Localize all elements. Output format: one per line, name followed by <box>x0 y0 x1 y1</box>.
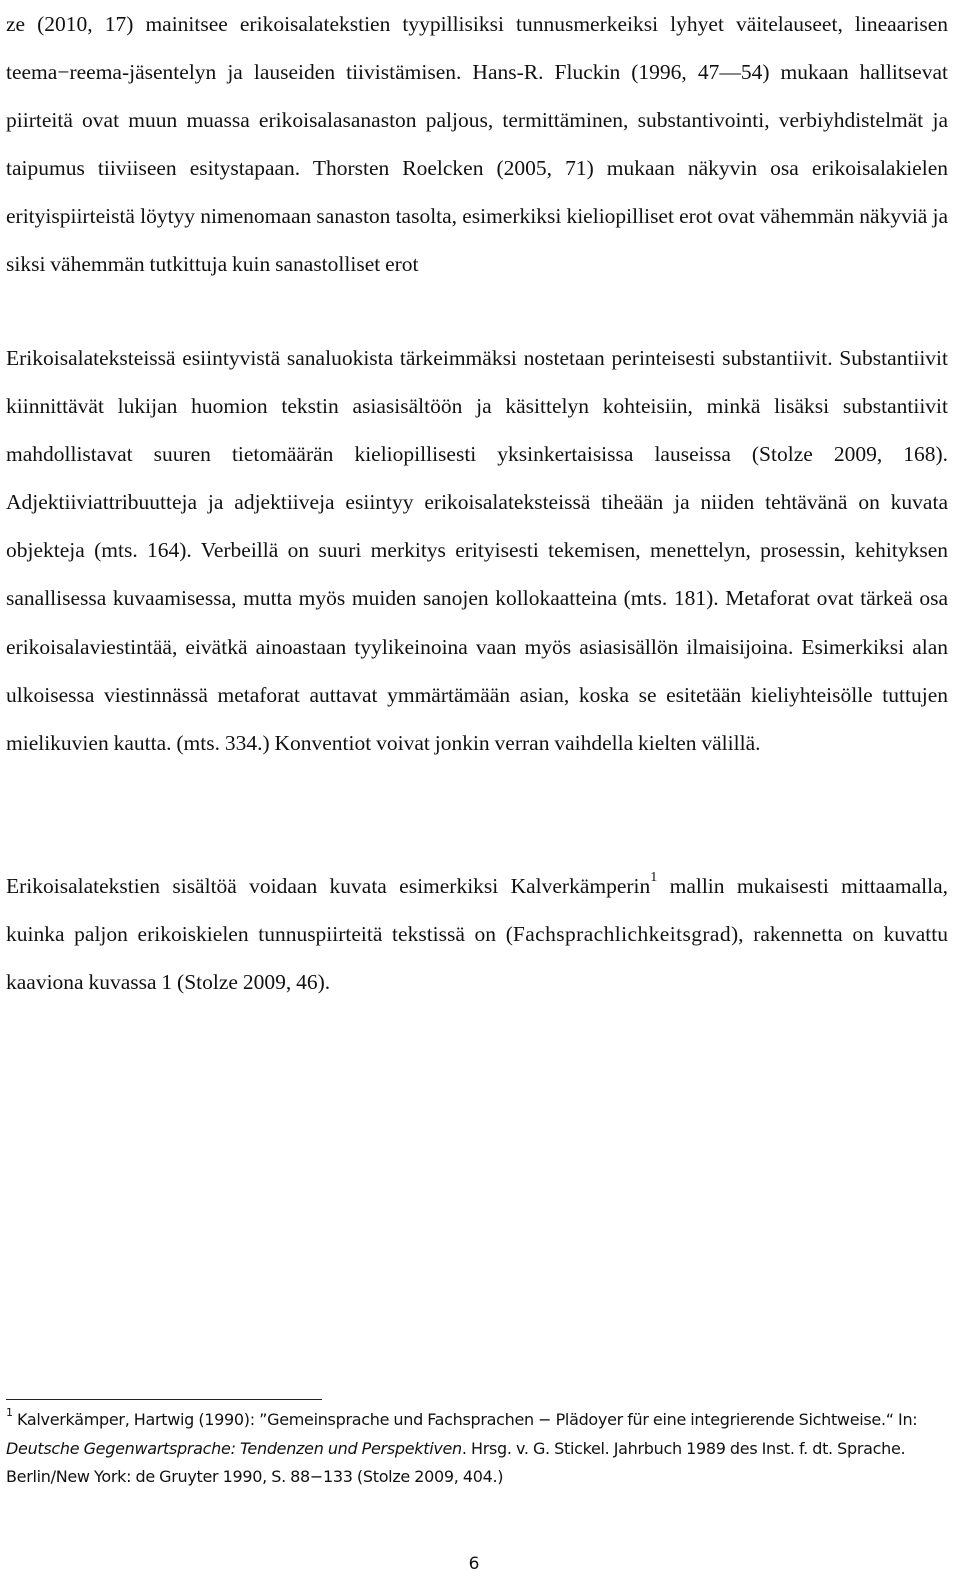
paragraph-text-middle: mallin mukaisesti mittaamalla, kuinka paljon erikoiskielen tunnuspiirteitä tekstissä on ( <box>6 874 948 947</box>
footnote-reference[interactable]: 1 <box>650 869 658 885</box>
footnote <box>6 1406 948 1492</box>
paragraph-erikoisalatekstien-piirteet: ze (2010, 17) mainitsee erikoisalatekstien tyypillisiksi tunnusmerkeiksi lyhyet väitelauseet, lineaarisen teema−reema-jäsentelyn ja lauseiden tiivistämisen. Hans-R. Fluckin (1996, 47—54) mukaan hallitsevat piirteitä ovat muun muassa erikoisalasanaston paljous, termittäminen, substantivointi, verbiyhdistelmät ja taipumus tiiviiseen esitystapaan. Thorsten Roelcken (2005, 71) mukaan näkyvin osa erikoisalakielen erityispiirteistä löytyy nimenomaan sanaston tasolta, esimerkiksi kieliopilliset erot ovat vähemmän näkyviä ja siksi vähemmän tutkittuja kuin sanastolliset erot <box>6 12 948 277</box>
footnote-text-b: . Hrsg. v. G. Stickel. Jahrbuch 1989 des Inst. f. dt. Sprache. Berlin/New York: de Gruyter 1990, S. 88−133 (Stolze 2009, 404.) <box>6 1438 906 1487</box>
paragraph-text-after: ), rakennetta on kuvattu kaaviona kuvassa 1 (Stolze 2009, 46). <box>6 922 948 995</box>
footnote-separator <box>6 1399 322 1400</box>
paragraph-text-before: Erikoisalatekstien sisältöä voidaan kuvata esimerkiksi Kalverkämperin <box>6 874 651 898</box>
term-fachsprachlichkeitsgrad: Fachsprachlichkeitsgrad <box>512 922 732 947</box>
footnote-text-a: Kalverkämper, Hartwig (1990): ”Gemeinsprache und Fachsprachen − Plädoyer für eine integrierende Sichtweise.“ In: <box>12 1410 918 1429</box>
footnote-book-title: Deutsche Gegenwartsprache: Tendenzen und Perspektiven <box>6 1438 462 1458</box>
footnote-marker: 1 <box>6 1405 13 1419</box>
page-number: 6 <box>468 1554 480 1574</box>
paragraph-sanaluokat: Erikoisalateksteissä esiintyvistä sanaluokista tärkeimmäksi nostetaan perinteisesti substantiivit. Substantiivit kiinnittävät lukijan huomion tekstin asiasisältöön ja käsittelyn kohteisiin, minkä lisäksi substantiivit mahdollistavat suuren tietomäärän kieliopillisesti yksinkertaisissa lauseissa (Stolze 2009, 168). Adjektiiviattribuutteja ja adjektiiveja esiintyy erikoisalateksteissä tiheään ja niiden tehtävänä on kuvata objekteja (mts. 164). Verbeillä on suuri merkitys erityisesti tekemisen, menettelyn, prosessin, kehityksen sanallisessa kuvaamisessa, mutta myös muiden sanojen kollokaatteina (mts. 181). Metaforat ovat tärkeä osa erikoisalaviestintää, eivätkä ainoastaan tyylikeinoina vaan myös asiasisällön ilmaisijoina. Esimerkiksi alan ulkoisessa viestinnässä metaforat auttavat ymmärtämään asian, koska se esitetään kieliyhteisölle tuttujen mielikuvien kautta. (mts. 334.) Konventiot voivat jonkin verran vaihdella kielten välillä. <box>6 346 948 755</box>
paragraph-kalverkamper-malli <box>6 862 948 1006</box>
